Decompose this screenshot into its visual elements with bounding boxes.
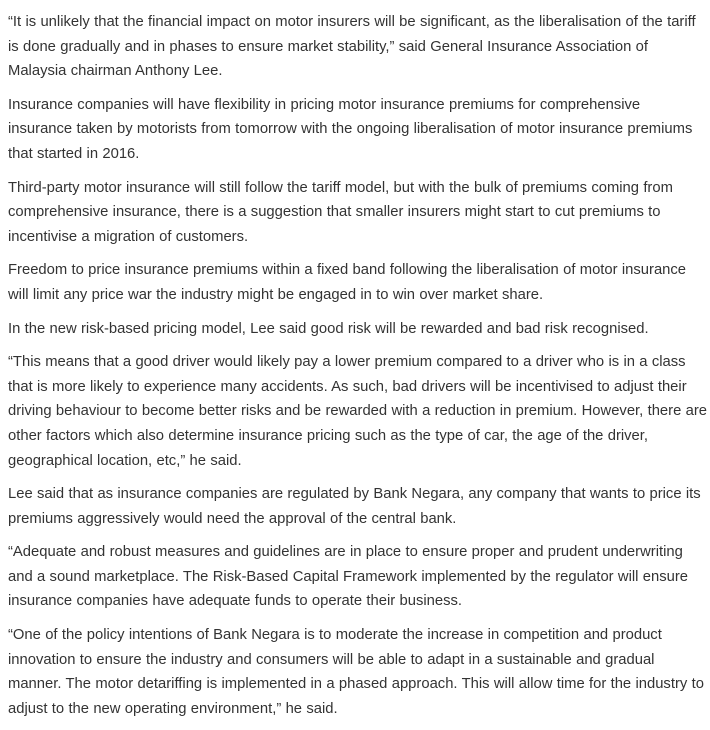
article-paragraph: Insurance companies will have flexibility in pricing motor insurance premiums for comprehensive insurance taken by motorists from tomorrow with the ongoing liberalisation of motor insurance premiums that started in 2016. [8,96,693,162]
article-paragraph: Freedom to price insurance premiums within a fixed band following the liberalisation of motor insurance will limit any price war the industry might be engaged in to win over market share. [8,262,687,303]
article-paragraph: “This means that a good driver would likely pay a lower premium compared to a driver who is in a class that is more likely to experience many accidents. As such, bad drivers will be incentivised to adjust their driving behaviour to become better risks and be rewarded with a reduction in premium. However, there are other factors which also determine insurance pricing such as the type of car, the age of the driver, geographical location, etc,” he said. [8,354,708,469]
article-paragraph: Lee said that as insurance companies are regulated by Bank Negara, any company that wants to price its premiums aggressively would need the approval of the central bank. [8,486,701,527]
article-paragraph: In the new risk-based pricing model, Lee said good risk will be rewarded and bad risk recognised. [8,320,649,337]
article-paragraph: “It is unlikely that the financial impact on motor insurers will be significant, as the liberalisation of the tariff is done gradually and in phases to ensure market stability,” said General Insurance Association of Malaysia chairman Anthony Lee. [8,14,696,80]
article-paragraph: “Adequate and robust measures and guidelines are in place to ensure proper and prudent underwriting and a sound marketplace. The Risk-Based Capital Framework implemented by the regulator will ensure insurance companies have adequate funds to operate their business. [8,544,689,610]
article-body [8,10,708,730]
article-paragraph: Third-party motor insurance will still follow the tariff model, but with the bulk of premiums coming from comprehensive insurance, there is a suggestion that smaller insurers might start to cut premiums to incentivise a migration of customers. [8,179,673,245]
article-paragraph: “One of the policy intentions of Bank Negara is to moderate the increase in competition and product innovation to ensure the industry and consumers will be able to adapt in a sustainable and gradual manner. The motor detariffing is implemented in a phased approach. This will allow time for the industry to adjust to the new operating environment,” he said. [8,627,704,717]
